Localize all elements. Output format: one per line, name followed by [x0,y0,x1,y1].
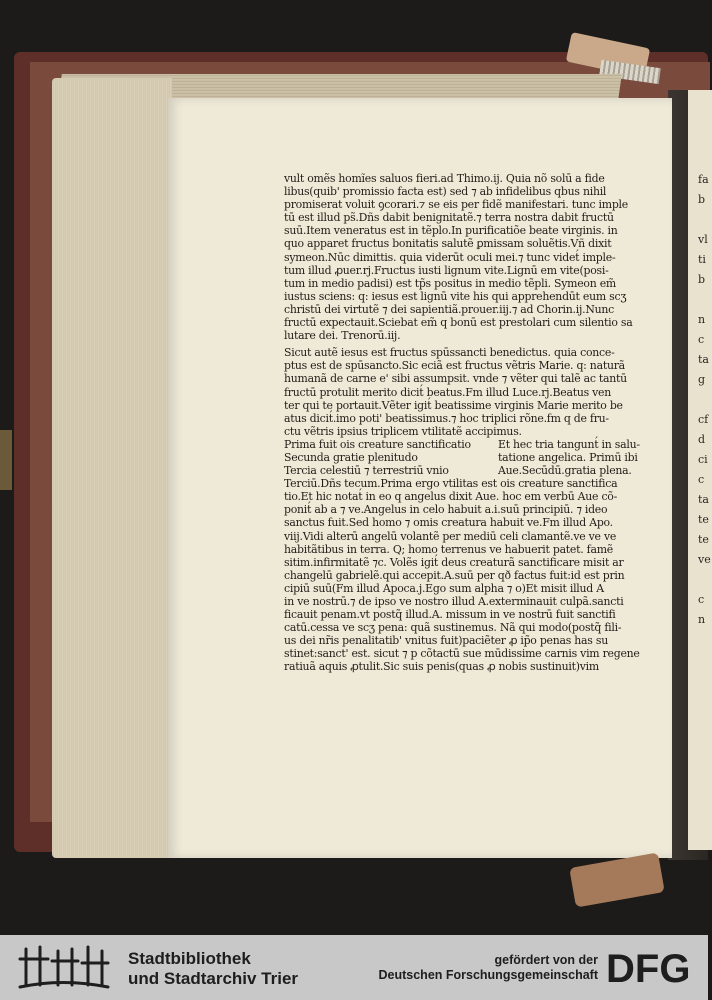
text-line: fructū protulit merito dicit́ beatus.Fm illud Luce.rj.Beatus ven [284,385,611,399]
text-line: humanã de carne e' sibi assumpsit. vnde ⁊ vẽter qui talẽ ac tantū [284,372,627,386]
text-line: sitim.infirmitatẽ ⁊c. Volẽs igit́ deus creaturã sanctificare misit ar [284,555,624,569]
footer-banner [0,935,708,1000]
list-item-left: Tercia celestiū ⁊ terrestriū vnio [284,464,449,478]
text-line: lutare dei. Trenorū.iij. [284,329,401,343]
text-line: viij.Vidi alterū angelū volantẽ per mediū celi clamantẽ.ve ve ve [284,529,617,543]
text-line: habitãtibus in terra. Q; homo terrenus ve habuerit patet. famẽ [284,542,613,556]
text-line: atus dicit́.imo poti' beatissimus.⁊ hoc triplici rõne.fm q de fru- [284,411,609,425]
page-stack [52,78,172,858]
library-name-line1: Stadtbibliothek [128,949,251,968]
text-line: christū dei virtutẽ ⁊ dei sapientiã.prouer.iij.⁊ ad Chorin.ij.Nunc [284,302,614,316]
library-name [128,949,298,989]
funding-line1: gefördert von der [494,953,598,967]
funding-line2: Deutschen Forschungsgemeinschaft [378,968,598,982]
list-row [284,451,656,464]
text-line: ponit́ ab a ⁊ ve.Angelus in celo habuit a.i.suū principiū. ⁊ ideo [284,503,608,517]
text-line: promiserat voluit ꝯcorari.⁊ se eis per fidẽ manifestari. tunc imple [284,198,628,212]
list-item-right: Et hec tria tangunt́ in salu- [498,437,640,451]
text-line: cipiū suū(Fm illud Apoca.j.Ego sum alpha ⁊ o)Et misit illud A [284,581,604,595]
bottom-tab [569,852,665,907]
facing-page [688,90,712,850]
text-line: iustus sciens: q: iesus est lignū vite his qui apprehendūt eum scʒ [284,289,627,303]
library-logo-icon [18,941,110,993]
text-line: Sicut autẽ iesus est fructus spūssancti benedictus. quia conce- [284,346,615,360]
text-line: tum illud ꝓuer.rj.Fructus iusti lignum vite.Lignū em vite(posi- [284,263,609,277]
text-line: catū.cessa ve scʒ pena: quã sustinemus. Nã qui modo(postq̃ fili- [284,621,622,635]
text-line: ptus est de spūsancto.Sic eciã est fructus vẽtris Marie. q: naturã [284,359,625,373]
text-paragraphs [284,172,656,438]
text-line: libus(quib' promissio facta est) sed ⁊ ab infidelibus qbus nihil [284,185,607,199]
clasp [0,430,12,490]
list-item-right: tatione angelica. Primū ibi [498,450,638,464]
text-line: sanctus fuit.Sed homo ⁊ omis creatura habuit ve.Fm illud Apo. [284,516,613,530]
text-line: vult omẽs homĩes saluos fieri.ad Thimo.ij. Quia nõ solū a fide [284,172,605,185]
list-item-left: Prima fuit ois creature sanctificatio [284,437,471,451]
list-row [284,464,656,477]
dfg-logo-text: DFG [606,947,691,991]
text-line: suū.Item veneratus est in tẽplo.In purificatiõe beate virginis. in [284,224,618,238]
text-line: ficauit penam.vt postq̃ illud.A. missum in ve nostrū fuit sanctifi [284,608,616,622]
text-line: ctu vẽtris ipsius triplicem vtilitatẽ accipimus. [284,424,522,438]
text-line: changelū gabrielẽ.qui accepit.A.suū per qð factus fuit:id est prin [284,568,625,582]
facing-page-letters: fa b vl ti b n c ta g cf d ci c ta te te ve c n [698,173,711,626]
list-item-right: Aue.Secūdū.gratia plena. [498,464,632,478]
text-block [284,172,656,674]
text-line: tum in medio padisi) est tp̃s positus in medio tẽpli. Symeon em̃ [284,276,616,290]
list-row [284,438,656,451]
list-item-left: Secunda gratie plenitudo [284,450,418,464]
text-line: stinet:sanct' est. sicut ⁊ p cõtactū sue mūdissime carnis vim regene [284,647,640,661]
dfg-logo-icon [604,947,702,991]
text-line: Terciū.Dñs tecum.Prima ergo vtilitas est ois creature sanctifica [284,477,618,491]
funding-note [340,953,598,983]
text-line: quo apparet fructus bonitatis salutẽ ꝑmissam soluẽtis.Vñ dixit [284,237,612,251]
text-line: ter qui te portauit.Vẽter igit́ beatissime virginis Marie merito be [284,398,623,412]
text-line: in ve nostrū.⁊ de ipso ve nostro illud A.exterminauit culpã.sancti [284,595,624,608]
text-line: fructū expectauit.Sciebat em̃ q bonū est prestolari cum silentio sa [284,316,633,330]
text-paragraphs-2 [284,477,656,673]
text-line: symeon.Nūc dimittis. quia viderūt oculi mei.⁊ tunc videt́ imple- [284,250,616,264]
two-column-list [284,438,656,477]
text-line: us dei nr̃is penalitatib' vnitus fuit)paciẽter ꝓ ip̃o penas has su [284,634,608,648]
text-line: ratiuã aquis ꝓtulit.Sic suis penis(quas ꝓ nobis sustinuit)vim [284,660,599,674]
text-line: tio.Et hic notat́ in eo q angelus dixit Aue. hoc em verbū Aue cõ- [284,490,618,504]
library-name-line2: und Stadtarchiv Trier [128,969,299,988]
text-line: tū est illud ps̃.Dñs dabit benignitatẽ.⁊ terra nostra dabit fructū [284,211,614,225]
